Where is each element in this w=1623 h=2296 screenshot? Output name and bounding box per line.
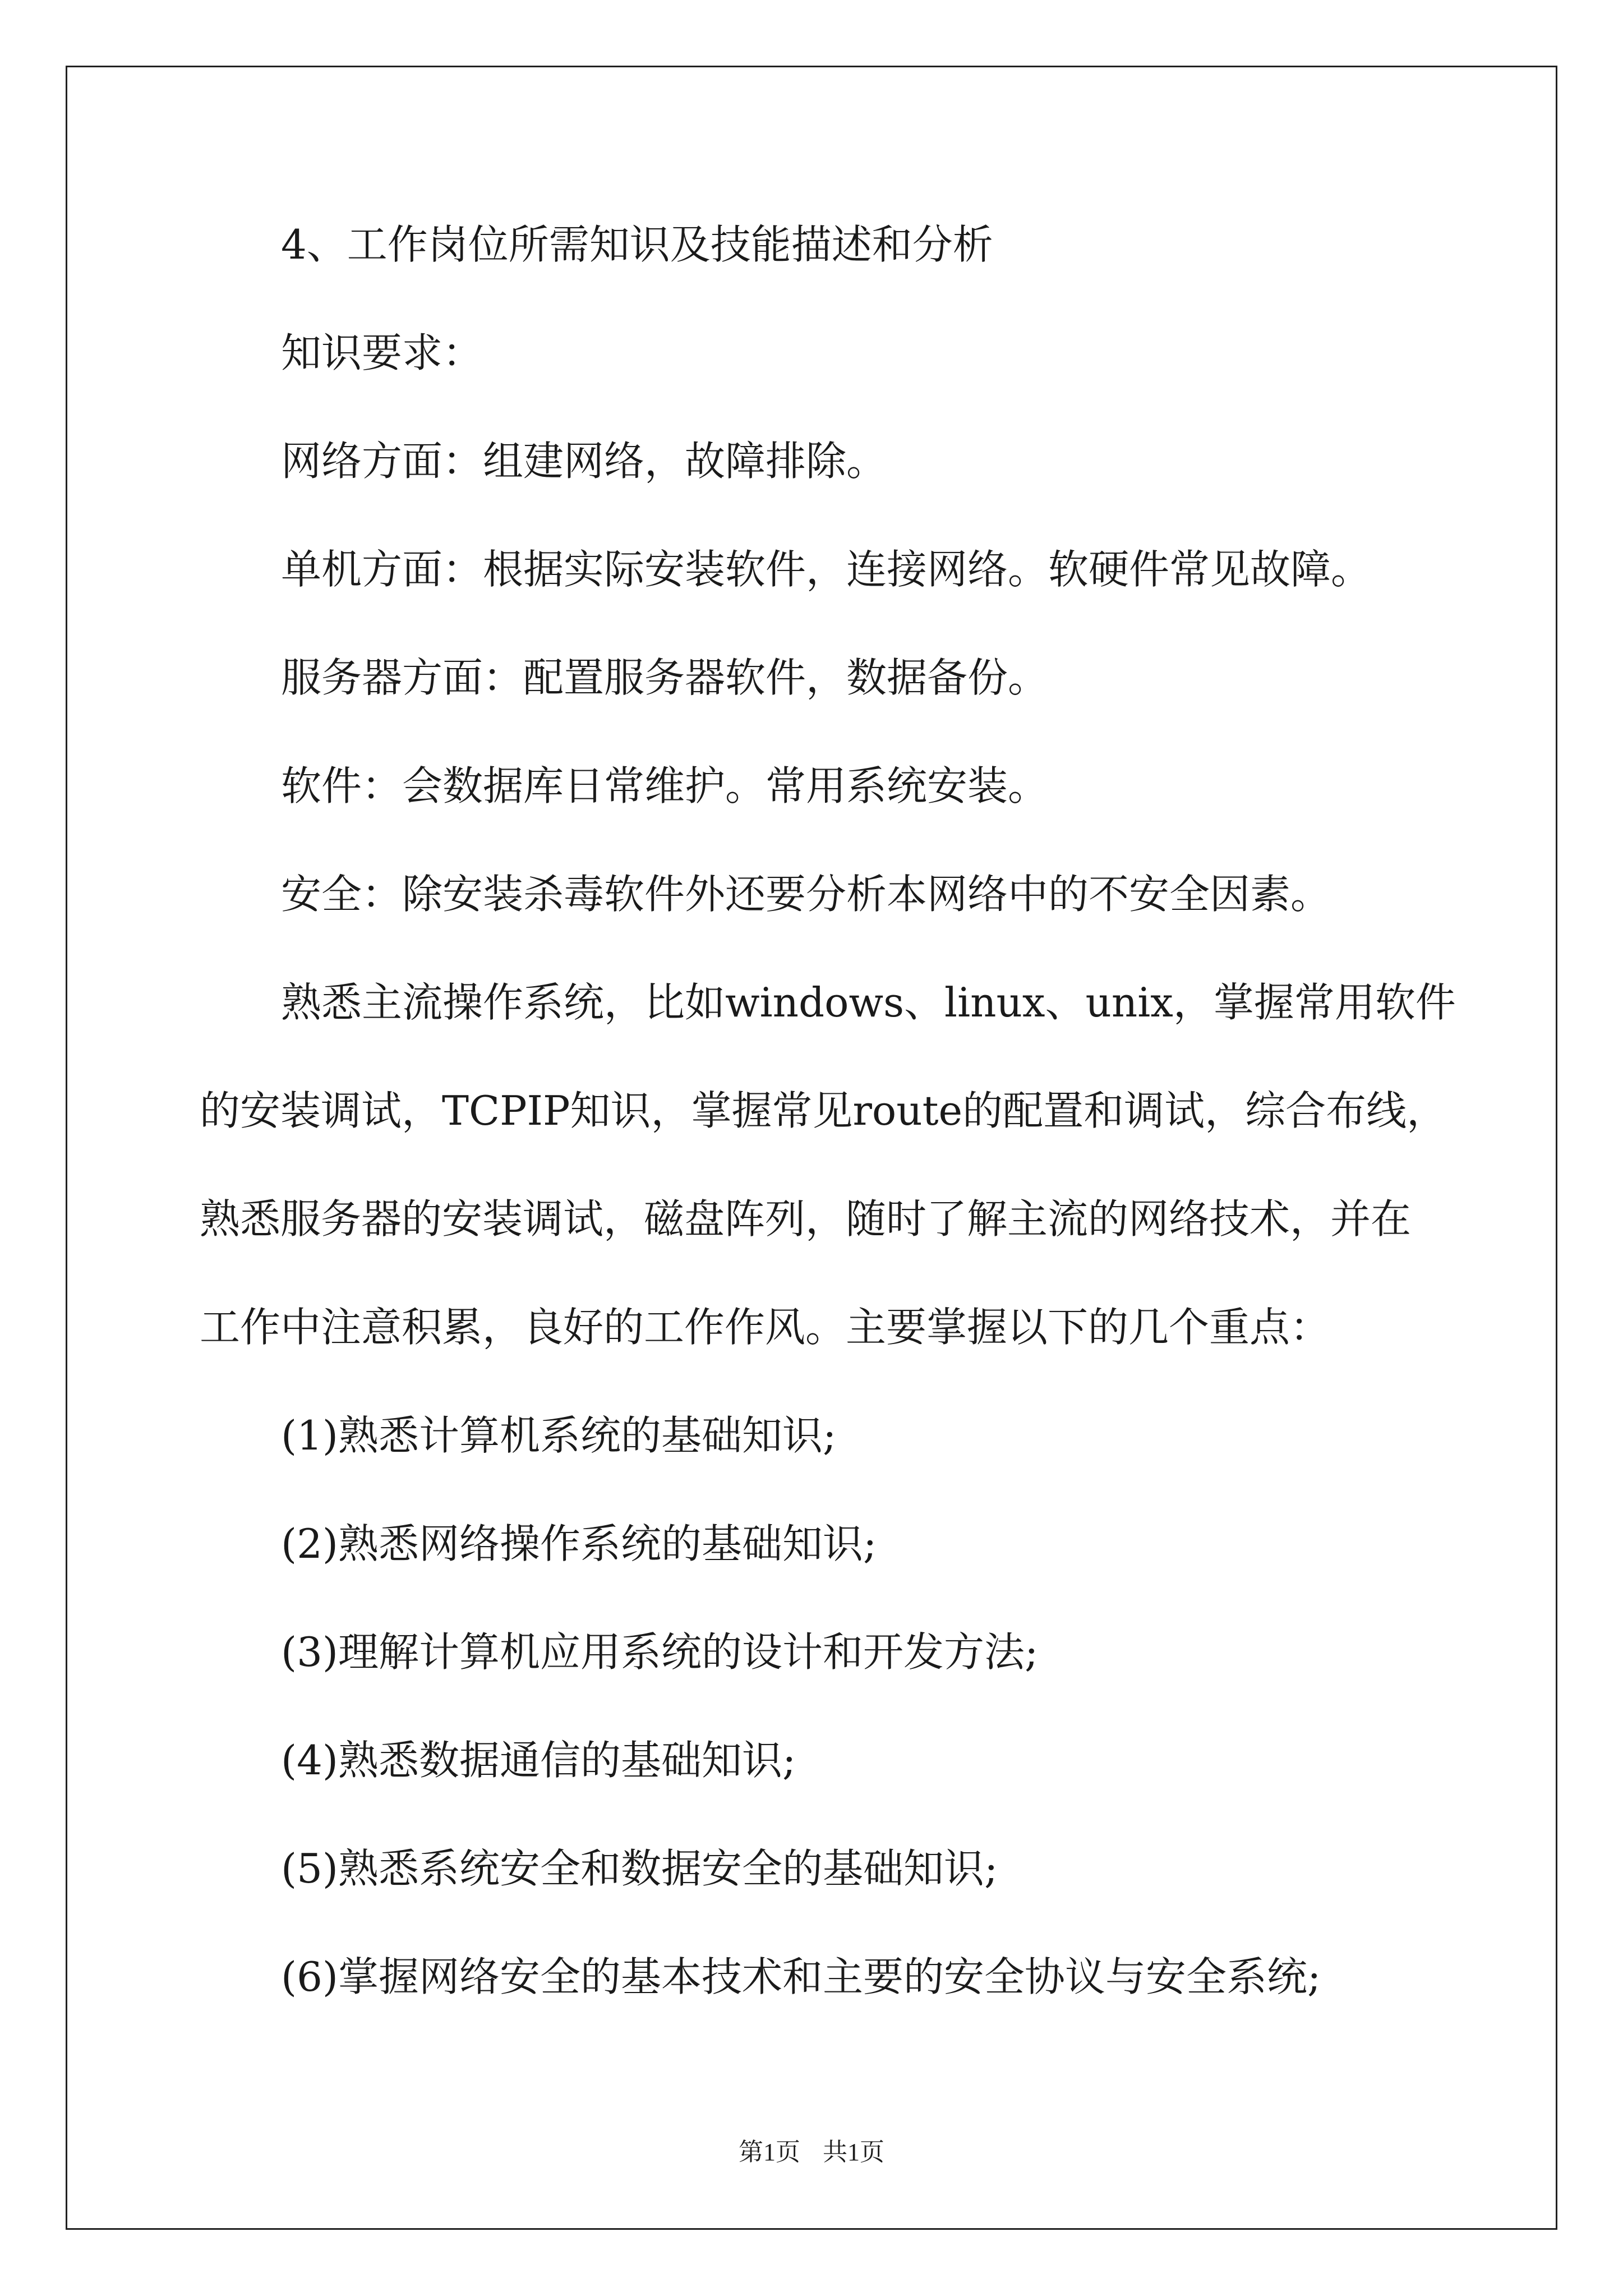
key-point: (3)理解计算机应用系统的设计和开发方法; [281,1628,1039,1676]
paragraph-line: 熟悉主流操作系统，比如windows、linux、unix，掌握常用软件 [281,979,1456,1026]
page-footer [0,2132,1623,2168]
key-point: (1)熟悉计算机系统的基础知识; [281,1412,837,1459]
knowledge-label: 知识要求： [281,329,483,376]
item-software: 软件：会数据库日常维护。常用系统安装。 [281,762,1049,809]
section-heading: 4、工作岗位所需知识及技能描述和分析 [281,221,993,268]
item-network: 网络方面：组建网络，故障排除。 [281,438,887,485]
key-point: (4)熟悉数据通信的基础知识; [281,1737,796,1784]
paragraph-line: 熟悉服务器的安装调试，磁盘阵列，随时了解主流的网络技术，并在 [200,1195,1412,1243]
item-standalone: 单机方面：根据实际安装软件，连接网络。软硬件常见故障。 [281,546,1372,593]
paragraph-line: 工作中注意积累，良好的工作作风。主要掌握以下的几个重点： [200,1304,1331,1351]
page-border [66,66,1557,2230]
key-point: (5)熟悉系统安全和数据安全的基础知识; [281,1845,998,1892]
paragraph-line: 的安装调试，TCPIP知识，掌握常见route的配置和调试，综合布线， [200,1087,1447,1134]
key-point: (2)熟悉网络操作系统的基础知识; [281,1520,877,1567]
page-total: 共1页 [823,2138,884,2166]
page-number: 第1页 [739,2138,800,2166]
item-security: 安全：除安装杀毒软件外还要分析本网络中的不安全因素。 [281,871,1331,918]
key-point: (6)掌握网络安全的基本技术和主要的安全协议与安全系统; [281,1953,1321,2000]
item-server: 服务器方面：配置服务器软件，数据备份。 [281,654,1049,701]
